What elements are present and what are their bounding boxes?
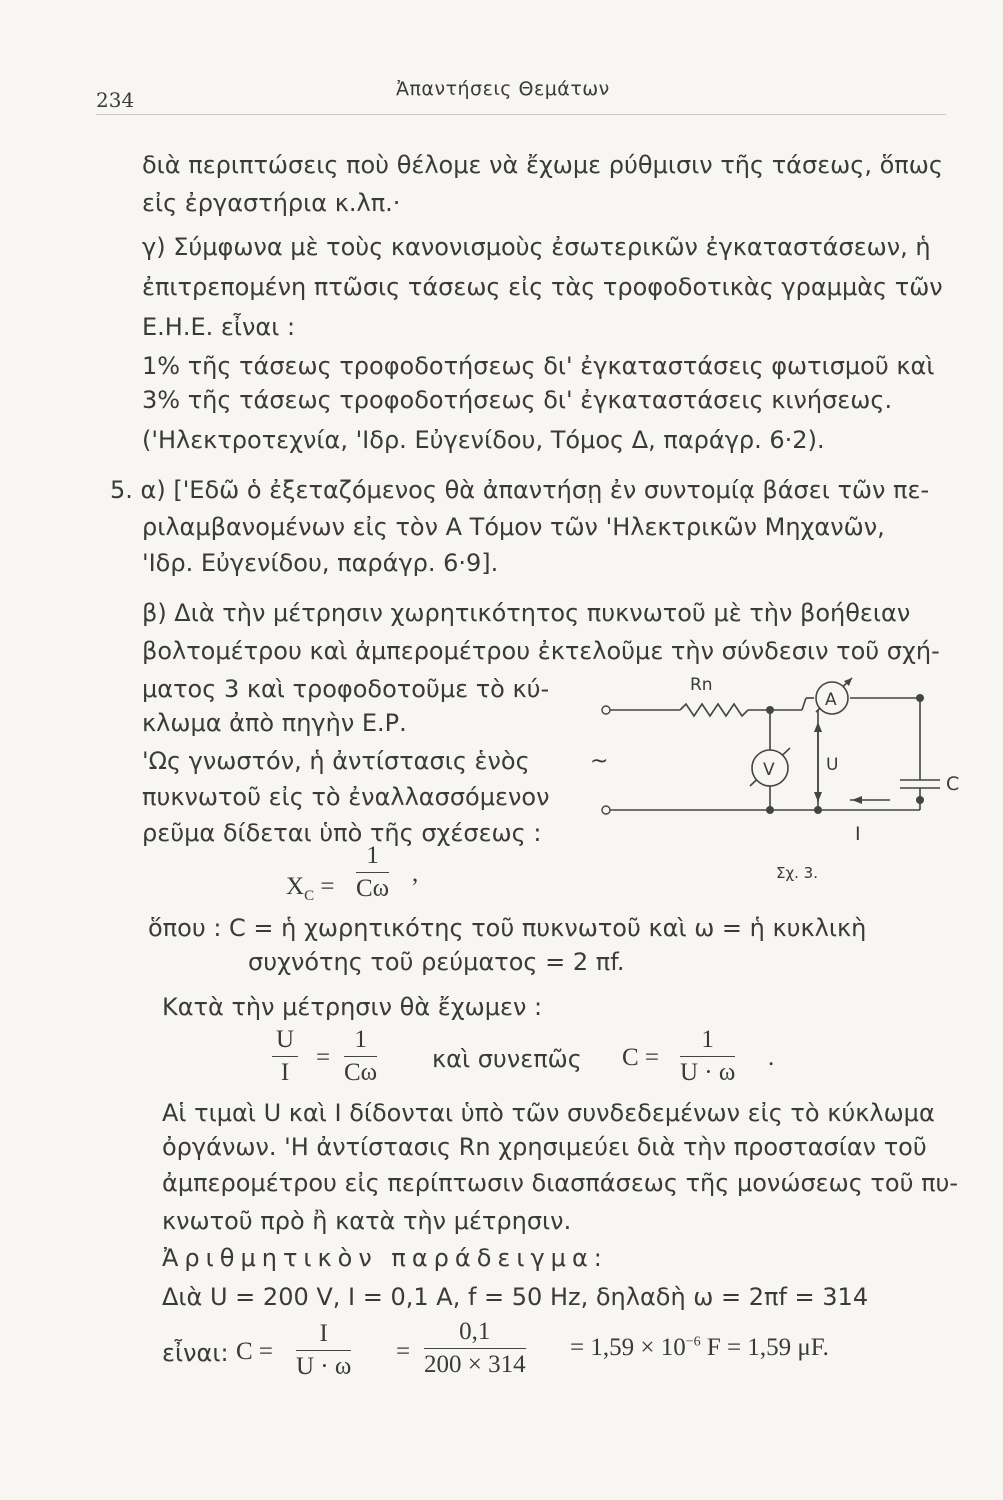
fraction-one-over-cw: $\frac{1}{C\omega}$ xyxy=(344,1026,378,1086)
text-line: συχνότης τοῦ ρεύματος = 2 πf. xyxy=(248,948,625,976)
voltmeter-label: V xyxy=(763,760,775,780)
circuit-figure xyxy=(590,660,970,900)
formula-xc-lhs: $X_C$ = xyxy=(286,873,335,904)
text-line: ὅπου : C = ἡ χωρητικότης τοῦ πυκνωτοῦ καὶ ω = ἡ κυκλικὴ xyxy=(148,914,867,942)
text-line: ('Ηλεκτροτεχνία, 'Ιδρ. Εὐγενίδου, Τόμος Δ, παράγρ. 6·2). xyxy=(142,426,825,454)
text-line: Διὰ U = 200 V, I = 0,1 A, f = 50 Hz, δηλαδὴ ω = 2πf = 314 xyxy=(162,1283,869,1311)
running-title: Ἀπαντήσεις Θεμάτων xyxy=(396,78,610,100)
text-line: ἀμπερομέτρου εἰς περίπτωσιν διασπάσεως τῆς μονώσεως τοῦ πυ- xyxy=(162,1169,959,1197)
text-line: πυκνωτοῦ εἰς τὸ ἐναλλασσόμενον xyxy=(142,783,550,811)
text-line: κλωμα ἀπὸ πηγὴν Ε.Ρ. xyxy=(142,709,407,737)
text-line: εἰς ἐργαστήρια κ.λπ.· xyxy=(142,189,401,217)
result-label: εἶναι: xyxy=(162,1339,229,1367)
page-number: 234 xyxy=(96,88,135,112)
fraction-one-over-uw: $\frac{1}{U \cdot \omega}$ xyxy=(680,1026,736,1086)
ammeter-label: A xyxy=(825,690,837,710)
fraction-i-over-uw: $\frac{I}{U \cdot \omega}$ xyxy=(296,1320,352,1380)
text-line: Ε.Η.Ε. εἶναι : xyxy=(142,313,296,341)
text-line: ἐπιτρεπομένη πτῶσις τάσεως εἰς τὰς τροφοδοτικὰς γραμμὰς τῶν xyxy=(142,273,943,301)
equals-sign: = xyxy=(316,1044,331,1071)
text-line: 1% τῆς τάσεως τροφοδοτήσεως δι' ἐγκαταστάσεις φωτισμοῦ καὶ xyxy=(142,352,935,380)
equals-sign: = xyxy=(396,1338,411,1365)
page-header xyxy=(96,74,946,115)
example-heading: Ἀριθμητικὸν παράδειγμα: xyxy=(162,1244,608,1272)
text-line: κνωτοῦ πρὸ ἢ κατὰ τὴν μέτρησιν. xyxy=(162,1207,572,1235)
text-line: βολτομέτρου καὶ ἀμπερομέτρου ἐκτελοῦμε τὴν σύνδεσιν τοῦ σχή- xyxy=(142,637,940,665)
text-line: Αἱ τιμαὶ U καὶ I δίδονται ὑπὸ τῶν συνδεδεμένων εἰς τὸ κύκλωμα xyxy=(162,1099,935,1127)
text-line: 'Ιδρ. Εὐγενίδου, παράγρ. 6·9]. xyxy=(142,549,499,577)
result-value: = $1,59 \times 10^{-6}$ F = 1,59 μF. xyxy=(570,1334,829,1361)
text-line: ματος 3 καὶ τροφοδοτοῦμε τὸ κύ- xyxy=(142,675,550,703)
text-line: 3% τῆς τάσεως τροφοδοτήσεως δι' ἐγκαταστάσεις κινήσεως. xyxy=(142,386,893,414)
fraction-u-over-i: $\frac{U}{I}$ xyxy=(272,1026,298,1087)
current-label: I xyxy=(855,823,861,845)
text-line: Κατὰ τὴν μέτρησιν θὰ ἔχωμεν : xyxy=(162,993,543,1021)
resistor-label: Rn xyxy=(690,675,713,695)
formula-period: . xyxy=(768,1044,775,1071)
source-symbol: ~ xyxy=(590,749,609,774)
voltage-label: U xyxy=(826,755,839,775)
fraction-numeric: $\frac{0,1}{200 \times 314}$ xyxy=(424,1318,526,1378)
text-line: 5. α) ['Εδῶ ὁ ἐξεταζόμενος θὰ ἀπαντήσῃ ἐν συντομίᾳ βάσει τῶν πε- xyxy=(110,476,930,504)
formula-comma: , xyxy=(412,860,419,887)
capacitor-label: C xyxy=(946,773,960,795)
text-line: 'Ως γνωστόν, ἡ ἀντίστασις ἑνὸς xyxy=(142,747,530,775)
figure-caption: Σχ. 3. xyxy=(776,864,818,882)
text-line: ριλαμβανομένων εἰς τὸν Α Τόμον τῶν 'Ηλεκτρικῶν Μηχανῶν, xyxy=(142,513,885,541)
capacitance-lhs: C = xyxy=(622,1044,660,1071)
fraction-xc: $\frac{1}{C\omega}$ xyxy=(356,842,390,902)
text-line: διὰ περιπτώσεις ποὺ θέλομε νὰ ἔχωμε ρύθμισιν τῆς τάσεως, ὅπως xyxy=(142,151,943,179)
text-line: γ) Σύμφωνα μὲ τοὺς κανονισμοὺς ἐσωτερικῶν ἐγκαταστάσεων, ἡ xyxy=(142,233,931,261)
text-line: β) Διὰ τὴν μέτρησιν χωρητικότητος πυκνωτοῦ μὲ τὴν βοήθειαν xyxy=(142,599,911,627)
result-capacitance-lhs: C = xyxy=(236,1338,274,1365)
text-line: ὀργάνων. 'Η ἀντίστασις Rn χρησιμεύει διὰ τὴν προστασίαν τοῦ xyxy=(162,1133,927,1161)
text-line: ρεῦμα δίδεται ὑπὸ τῆς σχέσεως : xyxy=(142,819,542,847)
text-conjunction: καὶ συνεπῶς xyxy=(432,1045,582,1073)
